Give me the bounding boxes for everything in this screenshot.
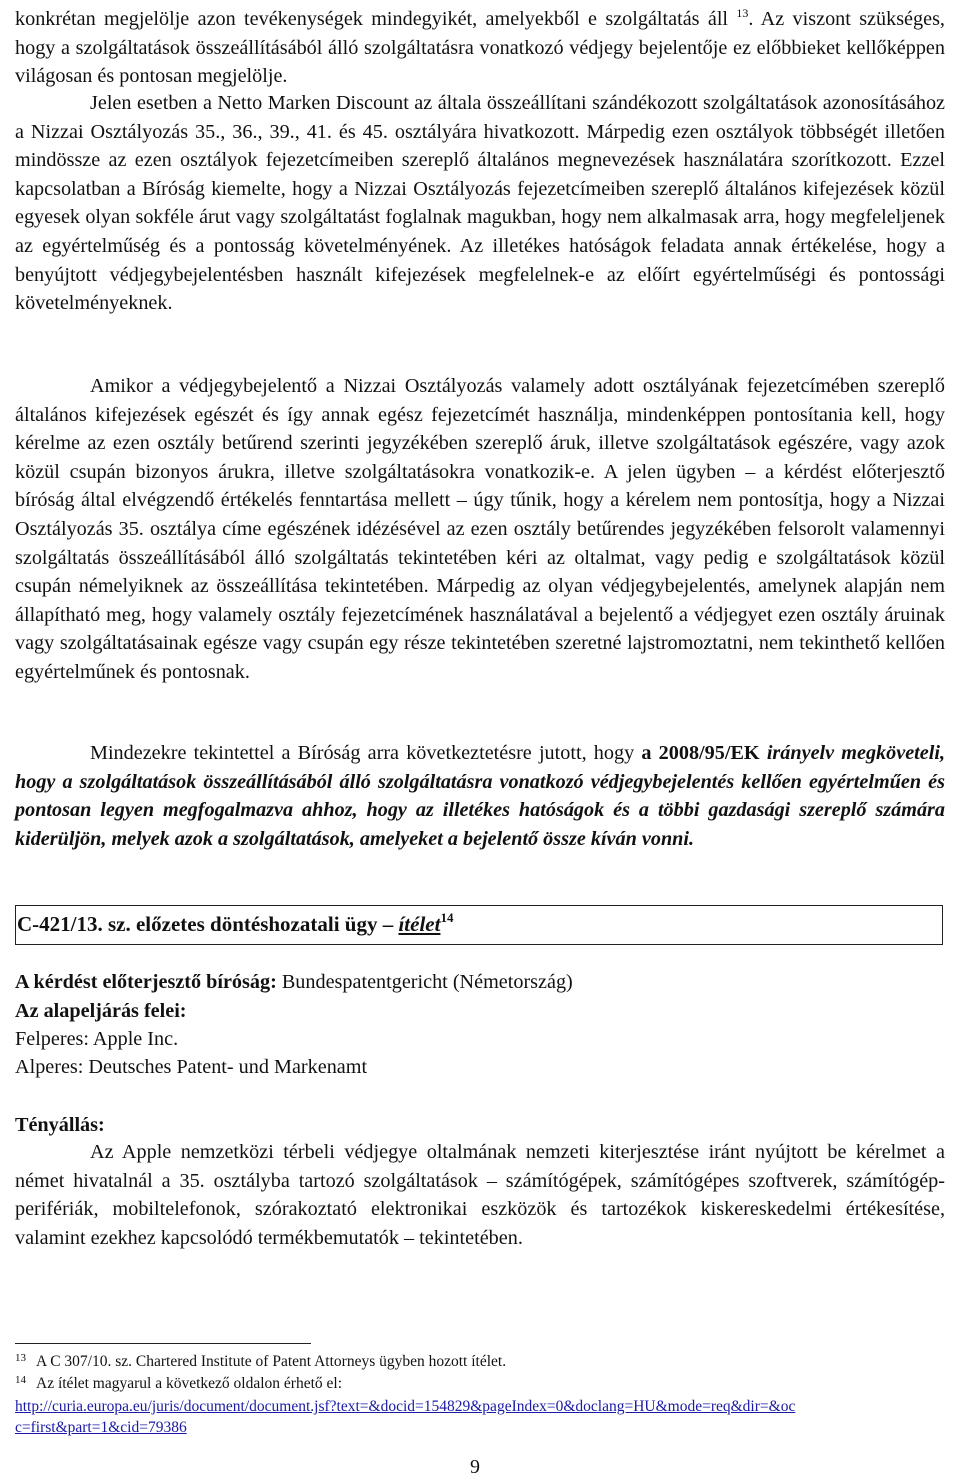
paragraph-2-text: Jelen esetben a Netto Marken Discount az általa összeállítani szándékozott szolgáltatások azonosításához a Nizzai Osztályozás 35., 36., 39., 41. és 45. osztályára hivatkozott. Márpedig ezen osztályok többségét illetően mindössze az ezen osztályok fejezetcímeiben szereplő általános megnevezések használatára szorítkozott. Ezzel kapcsolatban a Bíróság kiemelte, hogy a Nizzai Osztályozás fejezetcímeiben szereplő általános kifejezések közül egyesek olyan sokféle árut vagy szolgáltatást foglalnak magukban, hogy nem alkalmasak arra, hogy megfeleljenek az egyértelműség és a pontosság követelményének. Az illetékes hatóságok feladata annak értékelése, hogy a benyújtott védjegybejelentésben használt kifejezések megfelelnek-e az előírt egyértelműségi és pontossági követelményeknek. bbox=[15, 92, 945, 315]
paragraph-2 bbox=[15, 89, 945, 318]
court-label: A kérdést előterjesztő bíróság: bbox=[15, 971, 277, 993]
court-value: Bundespatentgericht (Németország) bbox=[276, 971, 573, 993]
footnote-divider bbox=[15, 1343, 311, 1344]
footnote-14-number: 14 bbox=[15, 1374, 26, 1386]
footnote-13 bbox=[15, 1352, 506, 1373]
case-heading-box bbox=[15, 905, 943, 945]
footnote-14 bbox=[15, 1374, 342, 1395]
footnote-link-block bbox=[15, 1396, 795, 1417]
court-line bbox=[15, 968, 573, 996]
footnote-14-text: Az ítélet magyarul a következő oldalon érhető el: bbox=[36, 1375, 343, 1392]
paragraph-3-text: Amikor a védjegybejelentő a Nizzai Osztályozás valamely adott osztályának fejezetcímében szereplő általános kifejezések egészét és így annak egész fejezetcímét használja, mindenképpen pontosítania kell, hogy kérelme az ezen osztály betűrend szerinti jegyzékében szereplő áruk, illetve szolgáltatások egészére, vagy azok közül csupán bizonyos árukra, illetve szolgáltatásokra vonatkozik-e. A jelen ügyben – a kérdést előterjesztő bíróság által elvégzendő értékelés fenntartása mellett – úgy tűnik, hogy a kérelem nem pontosítja, hogy a Nizzai Osztályozás 35. osztálya címe egészének idézésével az ezen osztály betűrendes jegyzékében felsorolt valamennyi szolgáltatás összeállításából álló szolgáltatás tekintetében kéri az oltalmat, vagy pedig e szolgáltatások közül csupán némelyiknek az összeállítása tekintetében. Márpedig az olyan védjegybejelentés, amelynek alapján nem állapítható meg, hogy valamely osztály fejezetcímének használatával a bejelentő a védjegyet ezen osztály áruinak vagy szolgáltatásainak egésze vagy csupán egy része tekintetében szeretné lajstromoztatni, nem tekinthető kellően egyértelműnek és pontosnak. bbox=[15, 375, 945, 683]
footnote-13-number: 13 bbox=[15, 1352, 26, 1364]
footnote-13-text: A C 307/10. sz. Chartered Institute of Patent Attorneys ügyben hozott ítélet. bbox=[36, 1353, 507, 1370]
footnote-link-block-2 bbox=[15, 1417, 187, 1438]
case-heading-prefix: C-421/13. sz. előzetes döntéshozatali ügy – bbox=[17, 912, 399, 936]
footnote-link-line-2[interactable]: c=first&part=1&cid=79386 bbox=[15, 1419, 187, 1436]
paragraph-4-bold: a 2008/95/EK bbox=[641, 742, 760, 764]
case-heading-italic: ítélet bbox=[398, 912, 441, 936]
paragraph-1 bbox=[15, 5, 945, 91]
plaintiff: Felperes: Apple Inc. bbox=[15, 1028, 179, 1050]
footnote-ref-14: 14 bbox=[440, 910, 454, 925]
paragraph-3 bbox=[15, 372, 945, 687]
defendant: Alperes: Deutsches Patent- und Markenamt bbox=[15, 1056, 368, 1078]
footnote-ref-13: 13 bbox=[736, 6, 749, 20]
paragraph-1-text-a: konkrétan megjelölje azon tevékenységek mindegyikét, amelyekből e szolgáltatás áll bbox=[15, 8, 729, 30]
page-number: 9 bbox=[470, 1456, 480, 1478]
parties-label: Az alapeljárás felei: bbox=[15, 1000, 187, 1022]
paragraph-4-normal: Mindezekre tekintettel a Bíróság arra következtetésre jutott, hogy bbox=[90, 742, 642, 764]
paragraph-4 bbox=[15, 739, 945, 853]
facts-label: Tényállás: bbox=[15, 1114, 105, 1136]
paragraph-4-bold-italic: irányelv megköveteli, hogy a szolgáltatások összeállításából álló szolgáltatásra vonatkozó védjegybejelentés kellően egyértelműen és pontosan legyen megfogalmazva ahhoz, hogy az illetékes hatóságok és a többi gazdasági szereplő számára kiderüljön, melyek azok a szolgáltatások, amelyeket a bejelentő össze kíván vonni. bbox=[15, 742, 945, 850]
footnote-link-line-1[interactable]: http://curia.europa.eu/juris/document/document.jsf?text=&docid=154829&pageIndex=0&doclang=HU&mode=req&dir=&oc bbox=[15, 1398, 796, 1415]
facts-text: Az Apple nemzetközi térbeli védjegye oltalmának nemzeti kiterjesztése iránt nyújtott be kérelmet a német hivatalnál a 35. osztályba tartozó szolgáltatások – számítógépek, számítógépes szoftverek, számítógép-perifériák, mobiltelefonok, szórakoztató elektronikai eszközök és tartozékok kiskereskedelmi értékesítése, valamint ezekhez kapcsolódó termékbemutatók – tekintetében. bbox=[15, 1141, 945, 1249]
facts-paragraph bbox=[15, 1138, 945, 1252]
paragraph-1-text-b: . Az viszont szükséges, hogy a szolgáltatások összeállításából álló szolgáltatásra vonatkozó védjegy bejelentője ez előbbieket kellőképpen világosan és pontosan megjelölje. bbox=[15, 8, 945, 88]
